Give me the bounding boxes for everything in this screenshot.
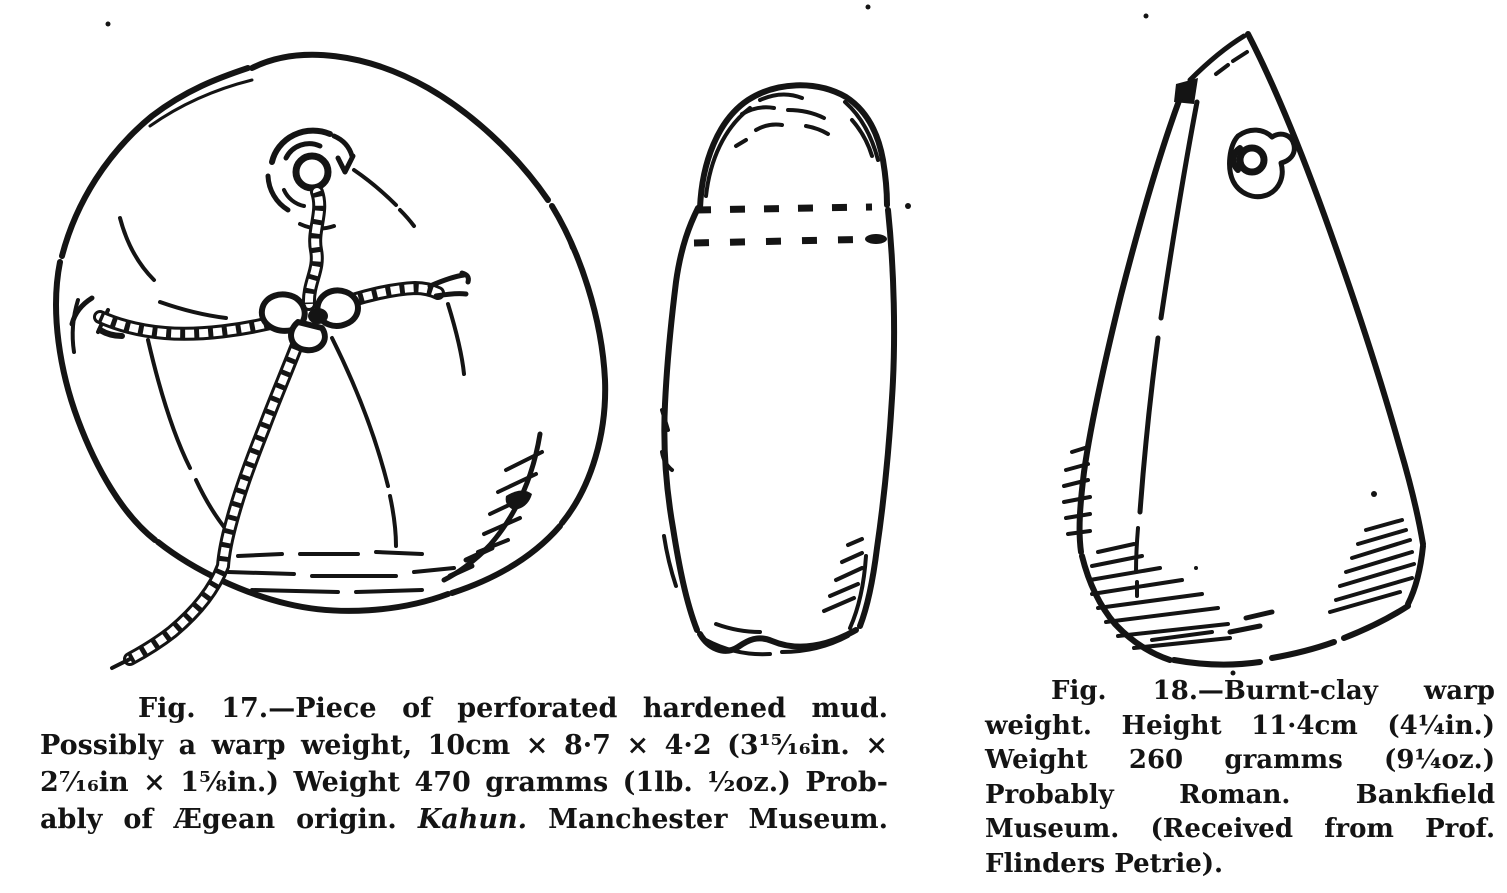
stray-speck <box>106 22 111 27</box>
figure-18-caption <box>985 674 1495 881</box>
caption-line <box>40 801 888 838</box>
figure-17-caption <box>40 690 888 838</box>
hidden-hole-dashed-lines <box>694 207 887 244</box>
caption-line: Probably Roman. Bankfield <box>985 779 1495 810</box>
bottom-right-hatching <box>1330 520 1414 612</box>
caption-line: Fig. 17.—Piece of perforated hardened mud. <box>138 693 888 724</box>
caption-line: Flinders Petrie). <box>985 848 1224 879</box>
twisted-cord <box>100 192 468 668</box>
caption-line: Museum. (Received from Prof. <box>985 814 1495 844</box>
caption-line: Weight 260 gramms (9¼oz.) <box>985 745 1495 775</box>
caption-text: ably of Ægean origin. <box>40 804 397 835</box>
caption-line: Fig. 18.—Burnt-clay warp <box>1051 676 1495 706</box>
suspension-hole <box>268 131 353 229</box>
suspension-hole <box>1230 130 1295 197</box>
bottom-shading <box>228 552 454 592</box>
base-shading <box>706 539 866 654</box>
caption-line: weight. Height 11·4cm (4¼in.) <box>985 710 1495 741</box>
stray-speck <box>1144 14 1378 676</box>
caption-text: Manchester Museum. <box>548 804 888 835</box>
clay-weight-drawing <box>1040 5 1460 685</box>
side-outline <box>662 85 894 651</box>
bottom-left-hatching <box>1090 544 1272 648</box>
mud-weight-front-drawing <box>20 15 620 680</box>
site-name-italic: Kahun. <box>417 804 528 835</box>
mud-weight-side-drawing <box>640 0 920 680</box>
caption-line: 2⁷⁄₁₆in × 1⅝in.) Weight 470 gramms (1lb. ½oz.) Prob- <box>40 767 888 798</box>
caption-line: Possibly a warp weight, 10cm × 8·7 × 4·2 (3¹⁵⁄₁₆in. × <box>40 730 888 761</box>
